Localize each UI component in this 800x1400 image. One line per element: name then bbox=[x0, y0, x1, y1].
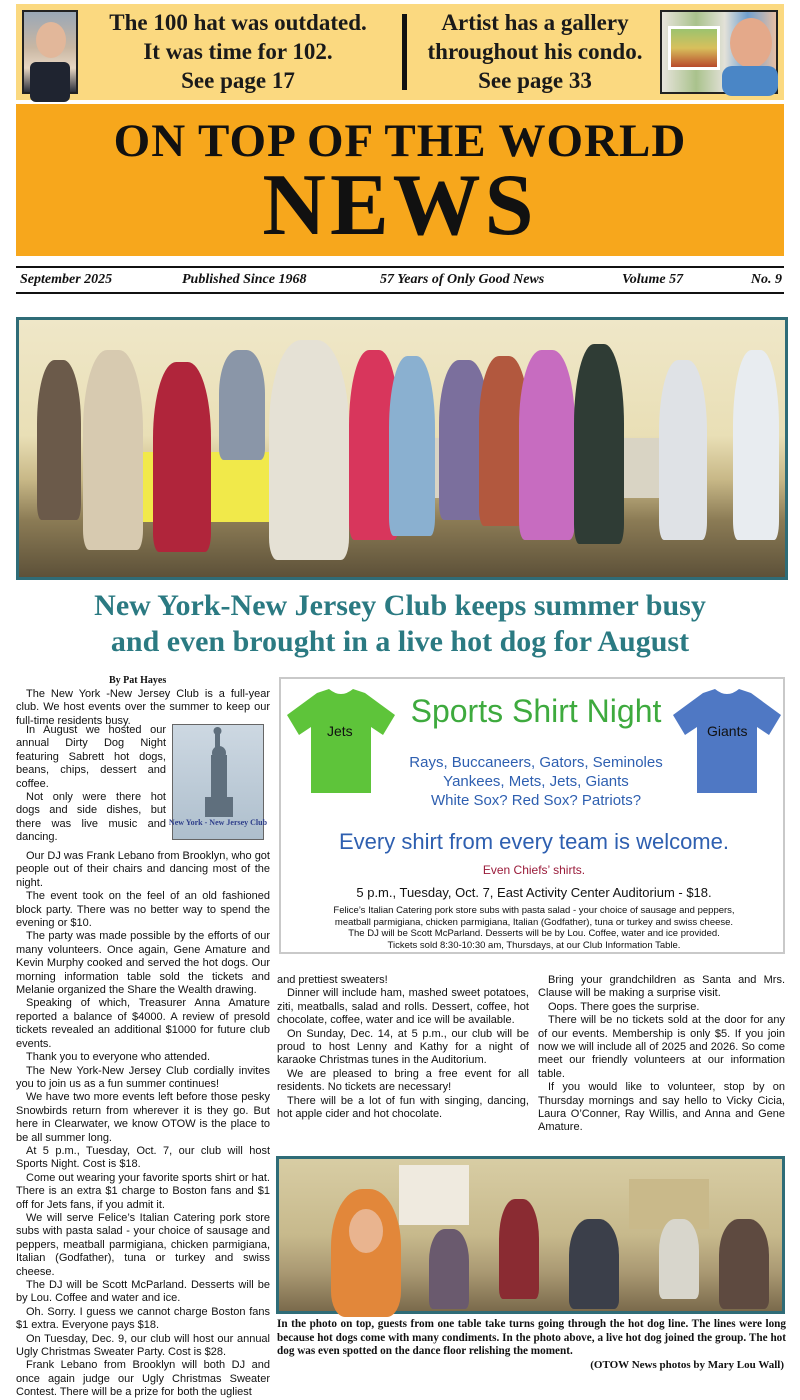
paragraph: Oops. There goes the surprise. bbox=[548, 1000, 700, 1013]
jets-shirt-icon bbox=[287, 689, 395, 793]
paragraph: The New York -New Jersey Club is a full-year club. We host events over the summer to keep our full-time residents busy. bbox=[16, 688, 270, 727]
promo-every-shirt: Every shirt from every team is welcome. bbox=[339, 829, 729, 854]
volume: Volume 57 bbox=[622, 272, 684, 287]
paragraph: Bring your grandchildren as Santa and Mrs. Clause will be making a surprise visit. bbox=[538, 974, 785, 1000]
promo-chiefs: Even Chiefs’ shirts. bbox=[482, 863, 586, 877]
paragraph: On Tuesday, Dec. 9, our club will host our annual Ugly Christmas Sweater Party. Cost is $28. bbox=[16, 1332, 270, 1359]
paragraph: The New York-New Jersey Club cordially invites you to join us as a fun summer continues! bbox=[16, 1064, 270, 1090]
photo-caption: In the photo on top, guests from one table take turns going through the hot dog line. The lines were long because hot dogs come with many condiments. In the photo above, a live hot dog joined the group. The hot dog was even spotted on the dance floor relishing the moment. bbox=[277, 1318, 786, 1358]
teaser-photo-centenarian[interactable] bbox=[22, 10, 78, 94]
teaser-band bbox=[16, 4, 784, 100]
article-col1 bbox=[16, 850, 270, 1400]
paragraph: and prettiest sweaters! bbox=[277, 974, 388, 986]
headline-line2: and even brought in a live hot dog for August bbox=[110, 625, 690, 658]
masthead-title-news: NEWS bbox=[262, 157, 538, 254]
article-col3 bbox=[538, 974, 785, 1135]
article-col1-intro bbox=[16, 688, 270, 728]
article-col1-wrap bbox=[16, 724, 166, 845]
article-col2 bbox=[277, 974, 529, 1121]
paragraph: There will be a lot of fun with singing, dancing, hot apple cider and hot chocolate. bbox=[277, 1094, 529, 1121]
paragraph: The DJ will be Scott McParland. Desserts will be by Lou. Coffee and water and ice. bbox=[16, 1279, 270, 1305]
teaser-left-line1: The 100 hat was outdated. bbox=[109, 10, 367, 35]
promo-teams-line: Yankees, Mets, Jets, Giants bbox=[443, 773, 629, 790]
headline-line1: New York-New Jersey Club keeps summer busy bbox=[94, 589, 706, 622]
shirt-label-jets: Jets bbox=[327, 723, 353, 739]
teaser-left-line2: It was time for 102. bbox=[143, 39, 333, 64]
promo-title: Sports Shirt Night bbox=[410, 693, 662, 729]
paragraph: We have two more events left before those pesky Snowbirds return from wherever it is they go. But here in Clearwater, we know OTOW is the place to be all summer long. bbox=[16, 1091, 270, 1144]
headline bbox=[10, 588, 790, 660]
teaser-right[interactable] bbox=[404, 8, 666, 95]
byline: By Pat Hayes bbox=[109, 675, 167, 686]
issue-date: September 2025 bbox=[20, 272, 113, 287]
masthead-title-top: ON TOP OF THE WORLD bbox=[113, 115, 687, 167]
photo-live-hot-dog[interactable] bbox=[276, 1156, 785, 1314]
paragraph: Speaking of which, Treasurer Anna Amature reported a balance of $4000. A review of presold tickets revealed an additional $1000 for future club events. bbox=[16, 997, 270, 1050]
paragraph: Not only were there hot dogs and side dishes, but there was live music and dancing. bbox=[16, 791, 166, 844]
paragraph: There will be no tickets sold at the door for any of our events. Membership is only $5. If you join now we will include all of 2025 and 2026. So come meet our friendly volunteers at our information table. bbox=[538, 1014, 785, 1080]
paragraph: Thank you to everyone who attended. bbox=[26, 1051, 211, 1064]
paragraph: Frank Lebano from Brooklyn will both DJ and once again judge our Ugly Christmas Sweater Contest. There will be a prize for both the ugliest bbox=[16, 1359, 270, 1399]
promo-fine-line: Felice’s Italian Catering pork store subs with pasta salad - your choice of sausage and peppers, bbox=[333, 905, 735, 916]
promo-teams-line: Rays, Buccaneers, Gators, Seminoles bbox=[409, 754, 663, 771]
promo-teams bbox=[381, 753, 691, 810]
teaser-left-line3: See page 17 bbox=[181, 68, 295, 93]
paragraph: On Sunday, Dec. 14, at 5 p.m., our club will be proud to host Lenny and Kathy for a night of karaoke Christmas tunes in the Auditorium. bbox=[277, 1027, 529, 1067]
paragraph: Oh. Sorry. I guess we cannot charge Boston fans $1 extra. Everyone pays $18. bbox=[16, 1305, 270, 1332]
paragraph: The event took on the feel of an old fashioned block party. There was no better way to spend the evening or $10. bbox=[16, 890, 270, 930]
shirt-label-giants: Giants bbox=[707, 723, 748, 739]
teaser-right-line2: throughout his condo. bbox=[427, 39, 643, 64]
paragraph: We are pleased to bring a free event for all residents. No tickets are necessary! bbox=[277, 1067, 529, 1094]
sports-shirt-night-ad[interactable] bbox=[279, 677, 785, 954]
paragraph: Come out wearing your favorite sports shirt or hat. There is an extra $1 charge to Boston fans and $1 off for Jets fans, if you admit it. bbox=[16, 1171, 270, 1211]
promo-teams-line: White Sox? Red Sox? Patriots? bbox=[430, 792, 642, 809]
statue-icon bbox=[173, 725, 263, 817]
promo-fine-print bbox=[295, 905, 773, 951]
published-since: Published Since 1968 bbox=[182, 272, 307, 287]
photo-credit: (OTOW News photos by Mary Lou Wall) bbox=[590, 1359, 784, 1371]
promo-fine-line: Tickets sold 8:30-10:30 am, Thursdays, at our Club Information Table. bbox=[387, 939, 681, 951]
paragraph: Our DJ was Frank Lebano from Brooklyn, who got people out of their chairs and dancing most of the night. bbox=[16, 850, 270, 889]
photo-hot-dog-line[interactable] bbox=[16, 317, 788, 580]
promo-fine-line: The DJ will be Scott McParland. Desserts will be by Lou. Coffee, water and ice provided. bbox=[348, 928, 720, 939]
paragraph: At 5 p.m., Tuesday, Oct. 7, our club will host Sports Night. Cost is $18. bbox=[16, 1144, 270, 1171]
promo-when: 5 p.m., Tuesday, Oct. 7, East Activity Center Auditorium - $18. bbox=[356, 885, 712, 900]
dateline bbox=[16, 266, 784, 294]
teaser-left[interactable] bbox=[78, 8, 398, 95]
issue-number: No. 9 bbox=[750, 272, 782, 287]
paragraph: In August we hosted our annual Dirty Dog Night featuring Sabrett hot dogs, beans, chips, dessert and coffee. bbox=[16, 724, 166, 790]
teaser-right-line1: Artist has a gallery bbox=[441, 10, 629, 35]
masthead bbox=[16, 104, 784, 256]
teaser-photo-artist[interactable] bbox=[660, 10, 778, 94]
paragraph: If you would like to volunteer, stop by on Thursday mornings and say hello to Vicky Cicia, Laura O’Conner, Ray Willis, and Anna and Gene Amature. bbox=[538, 1081, 785, 1134]
paragraph: The party was made possible by the efforts of our many volunteers. Once again, Gene Amature and Kevin Murphy cooked and served the hot dogs. Our morning information table sold the tickets and Melanie organized the Share the Wealth drawing. bbox=[16, 930, 270, 997]
statue-caption: New York - New Jersey Club bbox=[168, 818, 268, 827]
promo-fine-line: meatball parmigiana, chicken parmigiana, Italian (Godfather), tuna or turkey and swiss cheese. bbox=[334, 916, 734, 928]
tagline: 57 Years of Only Good News bbox=[380, 272, 545, 287]
paragraph: We will serve Felice’s Italian Catering pork store subs with pasta salad - your choice of sausage and peppers, meatball parmigiana, chicken parmigiana, Italian (Godfather), tuna or turkey and swiss cheese. bbox=[16, 1211, 270, 1278]
teaser-right-line3: See page 33 bbox=[478, 68, 592, 93]
paragraph: Dinner will include ham, mashed sweet potatoes, ziti, meatballs, salad and rolls. Dessert, coffee, hot chocolate, coffee, water and ice will be available. bbox=[277, 987, 529, 1027]
